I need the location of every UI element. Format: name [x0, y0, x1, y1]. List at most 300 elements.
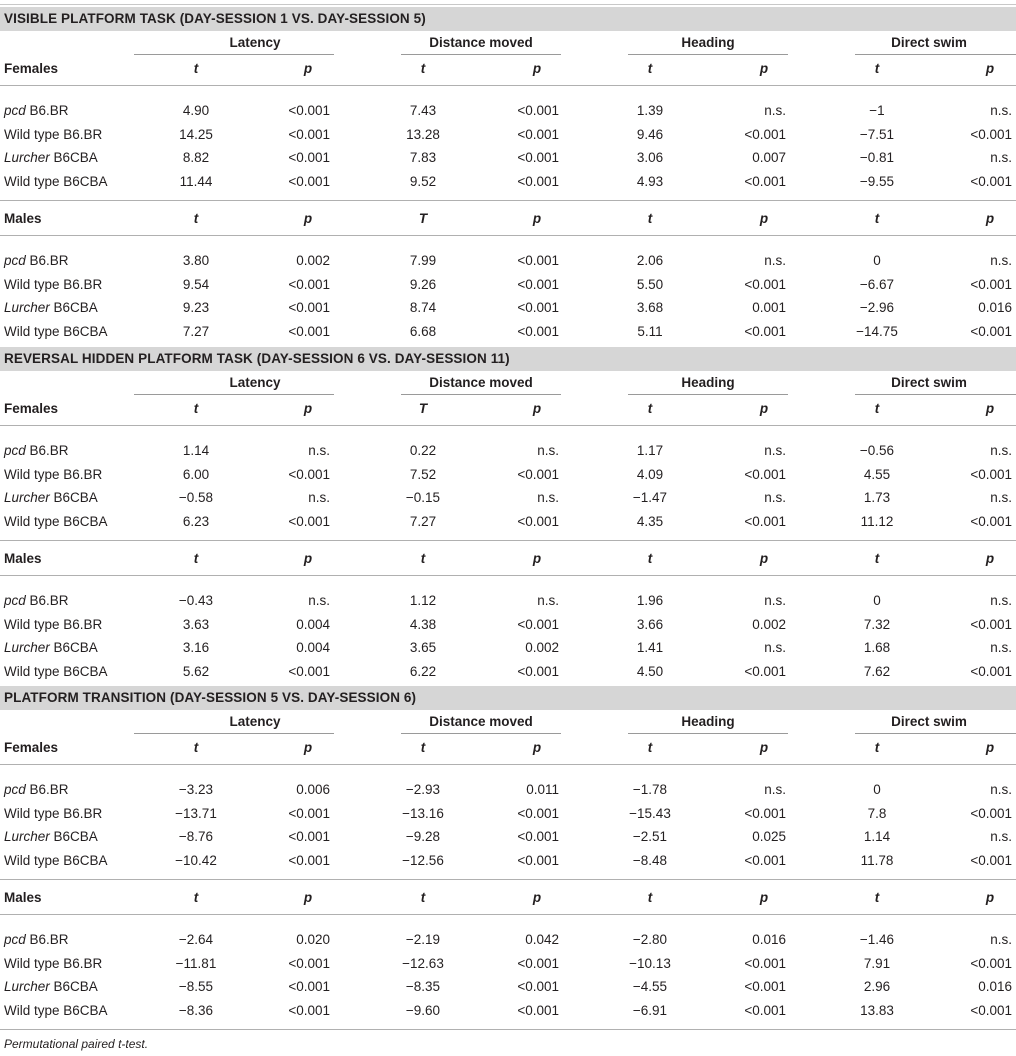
stat-label: p: [532, 61, 542, 76]
stat-label: t: [193, 61, 199, 76]
table-cell: −4.55: [632, 979, 668, 994]
table-cell: 9.46: [636, 126, 664, 142]
table-cell: 5.11: [637, 323, 663, 339]
stat-label: t: [647, 890, 653, 905]
table-cell: −9.28: [405, 829, 441, 844]
table-cell: −2.64: [178, 932, 214, 947]
stat-label: t: [874, 61, 880, 76]
stat-label: t: [647, 211, 653, 226]
stat-label: p: [303, 61, 313, 76]
table-cell: 0.002: [525, 640, 559, 655]
divider: [0, 764, 1016, 765]
table-cell: 1.96: [636, 593, 664, 608]
stat-label: t: [647, 740, 653, 755]
table-cell: <0.001: [288, 829, 330, 844]
measure-underline: [401, 54, 561, 55]
measure-header: Distance moved: [429, 35, 533, 50]
table-cell: n.s.: [764, 640, 786, 655]
strain-italic: Lurcher: [4, 979, 50, 994]
table-cell: <0.001: [288, 513, 330, 529]
table-cell: <0.001: [517, 300, 559, 315]
table-cell: <0.001: [517, 805, 559, 821]
strain-name: B6.BR: [25, 253, 69, 268]
row-label: [4, 928, 69, 951]
table-cell: <0.001: [288, 103, 330, 118]
table-row: [0, 660, 1016, 683]
table-cell: <0.001: [517, 126, 559, 142]
table-cell: <0.001: [970, 513, 1012, 529]
strain-name: Wild type B6.BR: [4, 126, 103, 142]
measure-underline: [628, 733, 788, 734]
table-row: [0, 999, 1016, 1022]
table-cell: 3.63: [182, 616, 210, 632]
divider: [0, 85, 1016, 86]
strain-name: B6.BR: [25, 443, 69, 458]
table-cell: <0.001: [517, 173, 559, 189]
table-cell: <0.001: [517, 616, 559, 632]
strain-italic: pcd: [4, 782, 26, 797]
measure-underline: [855, 394, 1016, 395]
strain-name: Wild type B6CBA: [4, 663, 108, 679]
table-cell: <0.001: [288, 150, 330, 165]
table-row: [0, 636, 1016, 659]
table-cell: 3.66: [636, 616, 664, 632]
stat-label: p: [759, 401, 769, 416]
table-cell: 4.35: [636, 513, 664, 529]
strain-italic: pcd: [4, 593, 26, 608]
strain-italic: Lurcher: [4, 829, 50, 844]
table-cell: <0.001: [288, 300, 330, 315]
stat-label: t: [874, 401, 880, 416]
table-cell: −2.93: [405, 782, 441, 797]
table-cell: 7.52: [409, 466, 437, 482]
divider: [0, 425, 1016, 426]
stat-label: t: [874, 211, 880, 226]
stat-label: t: [193, 401, 199, 416]
stat-label: p: [532, 740, 542, 755]
table-cell: n.s.: [990, 150, 1012, 165]
table-cell: 7.43: [409, 103, 437, 118]
row-label: [4, 296, 98, 319]
table-cell: 0.011: [526, 782, 559, 797]
strain-name: Wild type B6.BR: [4, 276, 103, 292]
table-cell: 2.06: [636, 253, 664, 268]
table-cell: <0.001: [288, 126, 330, 142]
row-label: [4, 613, 102, 636]
row-label: [4, 660, 108, 683]
table-cell: 0.006: [296, 782, 330, 797]
table-cell: 0.002: [296, 253, 330, 268]
table-cell: −2.96: [859, 300, 895, 315]
table-cell: 0.002: [752, 616, 786, 632]
measure-header: Distance moved: [429, 375, 533, 390]
stat-label: t: [647, 401, 653, 416]
strain-name: B6.BR: [25, 932, 69, 947]
strain-italic: Lurcher: [4, 300, 50, 315]
table-cell: <0.001: [970, 126, 1012, 142]
table-cell: n.s.: [764, 782, 786, 797]
table-cell: 0.042: [525, 932, 559, 947]
table-cell: −3.23: [178, 782, 214, 797]
stat-label: p: [303, 551, 313, 566]
row-label: [4, 273, 102, 296]
table-cell: <0.001: [517, 979, 559, 994]
table-cell: 8.82: [182, 150, 210, 165]
row-label: [4, 249, 69, 272]
stat-label: p: [303, 740, 313, 755]
row-label: [4, 952, 102, 975]
table-row: [0, 849, 1016, 872]
row-label: [4, 123, 102, 146]
table-cell: n.s.: [308, 443, 330, 458]
table-cell: 1.41: [636, 640, 664, 655]
table-cell: 1.73: [863, 490, 891, 505]
measure-header: Latency: [229, 375, 281, 390]
stat-label: t: [193, 740, 199, 755]
table-cell: <0.001: [744, 323, 786, 339]
table-cell: n.s.: [990, 640, 1012, 655]
measure-header: Direct swim: [891, 375, 967, 390]
table-cell: n.s.: [764, 253, 786, 268]
row-label: [4, 170, 108, 193]
table-row: [0, 825, 1016, 848]
stat-label: p: [985, 401, 995, 416]
strain-name: B6CBA: [49, 829, 98, 844]
table-row: [0, 463, 1016, 486]
table-cell: <0.001: [288, 323, 330, 339]
measure-underline: [628, 394, 788, 395]
strain-italic: pcd: [4, 253, 26, 268]
table-cell: <0.001: [970, 1002, 1012, 1018]
stat-label: p: [759, 211, 769, 226]
table-row: [0, 778, 1016, 801]
table-row: [0, 146, 1016, 169]
measure-header: Latency: [229, 714, 281, 729]
table-cell: <0.001: [744, 852, 786, 868]
table-cell: −7.51: [859, 126, 895, 142]
table-cell: <0.001: [970, 276, 1012, 292]
strain-italic: pcd: [4, 443, 26, 458]
row-label: [4, 999, 108, 1022]
strain-name: B6.BR: [25, 782, 69, 797]
row-label: [4, 463, 102, 486]
table-row: [0, 486, 1016, 509]
table-cell: −6.67: [859, 276, 895, 292]
stat-label: t: [647, 61, 653, 76]
stat-label: p: [759, 740, 769, 755]
strain-italic: pcd: [4, 103, 26, 118]
section-header: REVERSAL HIDDEN PLATFORM TASK (DAY-SESSION 6 VS. DAY-SESSION 11): [0, 347, 1016, 371]
table-cell: <0.001: [744, 979, 786, 994]
row-label: [4, 439, 69, 462]
stat-label: p: [985, 61, 995, 76]
table-cell: −0.58: [178, 490, 214, 505]
table-cell: <0.001: [288, 955, 330, 971]
table-cell: <0.001: [288, 1002, 330, 1018]
stat-label: p: [985, 740, 995, 755]
measure-header: Direct swim: [891, 714, 967, 729]
stat-label: p: [532, 551, 542, 566]
table-cell: 9.26: [409, 276, 437, 292]
strain-name: Wild type B6CBA: [4, 1002, 108, 1018]
strain-name: B6CBA: [49, 490, 98, 505]
stat-label: t: [647, 551, 653, 566]
table-cell: 0: [873, 593, 881, 608]
row-label: [4, 975, 98, 998]
table-cell: 11.78: [860, 852, 894, 868]
table-cell: −8.48: [632, 852, 668, 868]
table-cell: 3.80: [182, 253, 210, 268]
stat-label: p: [985, 890, 995, 905]
stat-label: t: [874, 551, 880, 566]
measure-underline: [401, 394, 561, 395]
divider: [0, 200, 1016, 201]
stat-label: p: [985, 551, 995, 566]
table-row: [0, 975, 1016, 998]
stat-label: T: [418, 401, 428, 416]
table-cell: 6.23: [182, 513, 210, 529]
divider: [0, 575, 1016, 576]
table-row: [0, 802, 1016, 825]
measure-underline: [855, 54, 1016, 55]
table-cell: 0.020: [296, 932, 330, 947]
table-cell: <0.001: [970, 663, 1012, 679]
table-cell: 11.44: [179, 173, 213, 189]
table-cell: 4.90: [182, 103, 210, 118]
stat-label: p: [532, 211, 542, 226]
table-cell: 7.91: [863, 955, 891, 971]
row-label: [4, 510, 108, 533]
table-cell: 13.28: [406, 126, 440, 142]
stat-label: t: [874, 890, 880, 905]
stat-label: p: [303, 211, 313, 226]
table-cell: −1.47: [632, 490, 668, 505]
table-cell: <0.001: [517, 103, 559, 118]
table-cell: 6.22: [409, 663, 437, 679]
top-rule: [0, 4, 1016, 5]
table-cell: 1.68: [863, 640, 891, 655]
strain-name: Wild type B6.BR: [4, 466, 103, 482]
table-cell: 0.016: [752, 932, 786, 947]
table-cell: <0.001: [744, 1002, 786, 1018]
table-cell: −0.43: [178, 593, 214, 608]
table-cell: n.s.: [308, 593, 330, 608]
table-cell: 9.52: [409, 173, 437, 189]
table-cell: 9.54: [182, 276, 210, 292]
table-cell: <0.001: [517, 663, 559, 679]
table-cell: −12.56: [402, 852, 444, 868]
table-row: [0, 273, 1016, 296]
table-cell: −1.78: [632, 782, 668, 797]
row-label: [4, 486, 98, 509]
table-cell: 0.004: [296, 640, 330, 655]
table-cell: −1.46: [859, 932, 895, 947]
table-cell: −9.60: [405, 1002, 441, 1018]
divider: [0, 879, 1016, 880]
table-row: [0, 613, 1016, 636]
row-label: [4, 802, 102, 825]
table-cell: 0: [873, 782, 881, 797]
table-cell: −1: [869, 103, 885, 118]
table-cell: n.s.: [764, 103, 786, 118]
table-cell: n.s.: [990, 782, 1012, 797]
sex-label: Males: [4, 211, 42, 226]
table-cell: −2.19: [405, 932, 441, 947]
table-cell: −0.81: [859, 150, 895, 165]
table-row: [0, 439, 1016, 462]
table-cell: 1.12: [409, 593, 437, 608]
table-cell: −6.91: [632, 1002, 668, 1018]
row-label: [4, 146, 98, 169]
table-cell: <0.001: [517, 466, 559, 482]
table-cell: n.s.: [537, 490, 559, 505]
measure-header: Distance moved: [429, 714, 533, 729]
measure-header: Direct swim: [891, 35, 967, 50]
table-cell: <0.001: [288, 852, 330, 868]
table-row: [0, 123, 1016, 146]
stat-label: p: [303, 401, 313, 416]
stat-label: p: [759, 61, 769, 76]
table-cell: 0.016: [978, 300, 1012, 315]
table-cell: 0.22: [409, 443, 437, 458]
table-cell: −8.36: [178, 1002, 214, 1018]
stat-label: t: [193, 211, 199, 226]
table-row: [0, 249, 1016, 272]
strain-italic: Lurcher: [4, 490, 50, 505]
table-cell: −8.76: [178, 829, 214, 844]
table-row: [0, 928, 1016, 951]
stat-label: p: [532, 890, 542, 905]
table-cell: n.s.: [764, 443, 786, 458]
table-row: [0, 170, 1016, 193]
table-cell: −2.51: [632, 829, 668, 844]
table-cell: <0.001: [744, 173, 786, 189]
strain-italic: Lurcher: [4, 150, 50, 165]
table-cell: −9.55: [859, 173, 895, 189]
table-cell: 3.06: [636, 150, 664, 165]
table-cell: 7.27: [409, 513, 437, 529]
table-cell: n.s.: [537, 443, 559, 458]
table-cell: −10.13: [629, 955, 671, 971]
table-cell: 13.83: [860, 1002, 894, 1018]
stat-label: p: [532, 401, 542, 416]
table-cell: n.s.: [990, 829, 1012, 844]
table-cell: n.s.: [990, 932, 1012, 947]
row-label: [4, 636, 98, 659]
table-cell: 1.39: [636, 103, 664, 118]
sex-label: Males: [4, 551, 42, 566]
table-cell: −8.55: [178, 979, 214, 994]
strain-italic: Lurcher: [4, 640, 50, 655]
row-label: [4, 825, 98, 848]
strain-italic: pcd: [4, 932, 26, 947]
table-cell: −14.75: [856, 323, 898, 339]
table-cell: 4.93: [636, 173, 664, 189]
table-row: [0, 510, 1016, 533]
table-cell: <0.001: [288, 663, 330, 679]
table-cell: −15.43: [629, 805, 671, 821]
table-cell: 5.62: [182, 663, 210, 679]
table-cell: −12.63: [402, 955, 444, 971]
table-cell: −2.80: [632, 932, 668, 947]
stat-label: t: [420, 61, 426, 76]
stat-label: t: [420, 551, 426, 566]
table-cell: 2.96: [863, 979, 891, 994]
table-cell: <0.001: [288, 276, 330, 292]
table-cell: 1.14: [863, 829, 891, 844]
table-cell: <0.001: [744, 513, 786, 529]
measure-underline: [134, 394, 334, 395]
strain-name: B6CBA: [49, 300, 98, 315]
strain-name: Wild type B6CBA: [4, 852, 108, 868]
sex-label: Females: [4, 61, 59, 76]
measure-header: Heading: [681, 375, 735, 390]
measure-underline: [134, 54, 334, 55]
table-row: [0, 320, 1016, 343]
table-row: [0, 296, 1016, 319]
stat-label: p: [759, 551, 769, 566]
divider: [0, 540, 1016, 541]
strain-name: Wild type B6.BR: [4, 955, 103, 971]
strain-name: Wild type B6.BR: [4, 805, 103, 821]
stat-label: p: [759, 890, 769, 905]
table-cell: 11.12: [860, 513, 894, 529]
measure-underline: [855, 733, 1016, 734]
strain-name: Wild type B6.BR: [4, 616, 103, 632]
strain-name: B6CBA: [49, 979, 98, 994]
table-cell: n.s.: [990, 443, 1012, 458]
table-cell: <0.001: [744, 663, 786, 679]
table-cell: <0.001: [517, 276, 559, 292]
table-cell: 9.23: [182, 300, 210, 315]
row-label: [4, 778, 69, 801]
table-cell: <0.001: [517, 829, 559, 844]
table-cell: −13.16: [402, 805, 444, 821]
measure-header: Latency: [229, 35, 281, 50]
table-cell: 0.004: [296, 616, 330, 632]
table-cell: n.s.: [990, 253, 1012, 268]
row-label: [4, 589, 69, 612]
table-row: [0, 589, 1016, 612]
table-cell: 7.83: [409, 150, 437, 165]
table-cell: 7.32: [863, 616, 891, 632]
table-cell: 1.17: [636, 443, 664, 458]
table-cell: 7.8: [867, 805, 887, 821]
stat-label: t: [420, 890, 426, 905]
table-cell: −0.56: [859, 443, 895, 458]
strain-name: B6.BR: [25, 103, 69, 118]
table-cell: <0.001: [970, 616, 1012, 632]
table-cell: 4.09: [636, 466, 664, 482]
sex-label: Females: [4, 401, 59, 416]
table-cell: <0.001: [517, 955, 559, 971]
table-cell: 0.016: [978, 979, 1012, 994]
table-row: [0, 952, 1016, 975]
strain-name: Wild type B6CBA: [4, 513, 108, 529]
strain-name: Wild type B6CBA: [4, 173, 108, 189]
divider: [0, 235, 1016, 236]
table-cell: 0.001: [752, 300, 786, 315]
table-cell: <0.001: [288, 466, 330, 482]
table-cell: −8.35: [405, 979, 441, 994]
stat-label: t: [193, 890, 199, 905]
section-header: VISIBLE PLATFORM TASK (DAY-SESSION 1 VS. DAY-SESSION 5): [0, 7, 1016, 31]
table-cell: −13.71: [175, 805, 217, 821]
table-cell: n.s.: [990, 103, 1012, 118]
stat-label: T: [418, 211, 428, 226]
stat-label: p: [303, 890, 313, 905]
table-cell: n.s.: [764, 490, 786, 505]
